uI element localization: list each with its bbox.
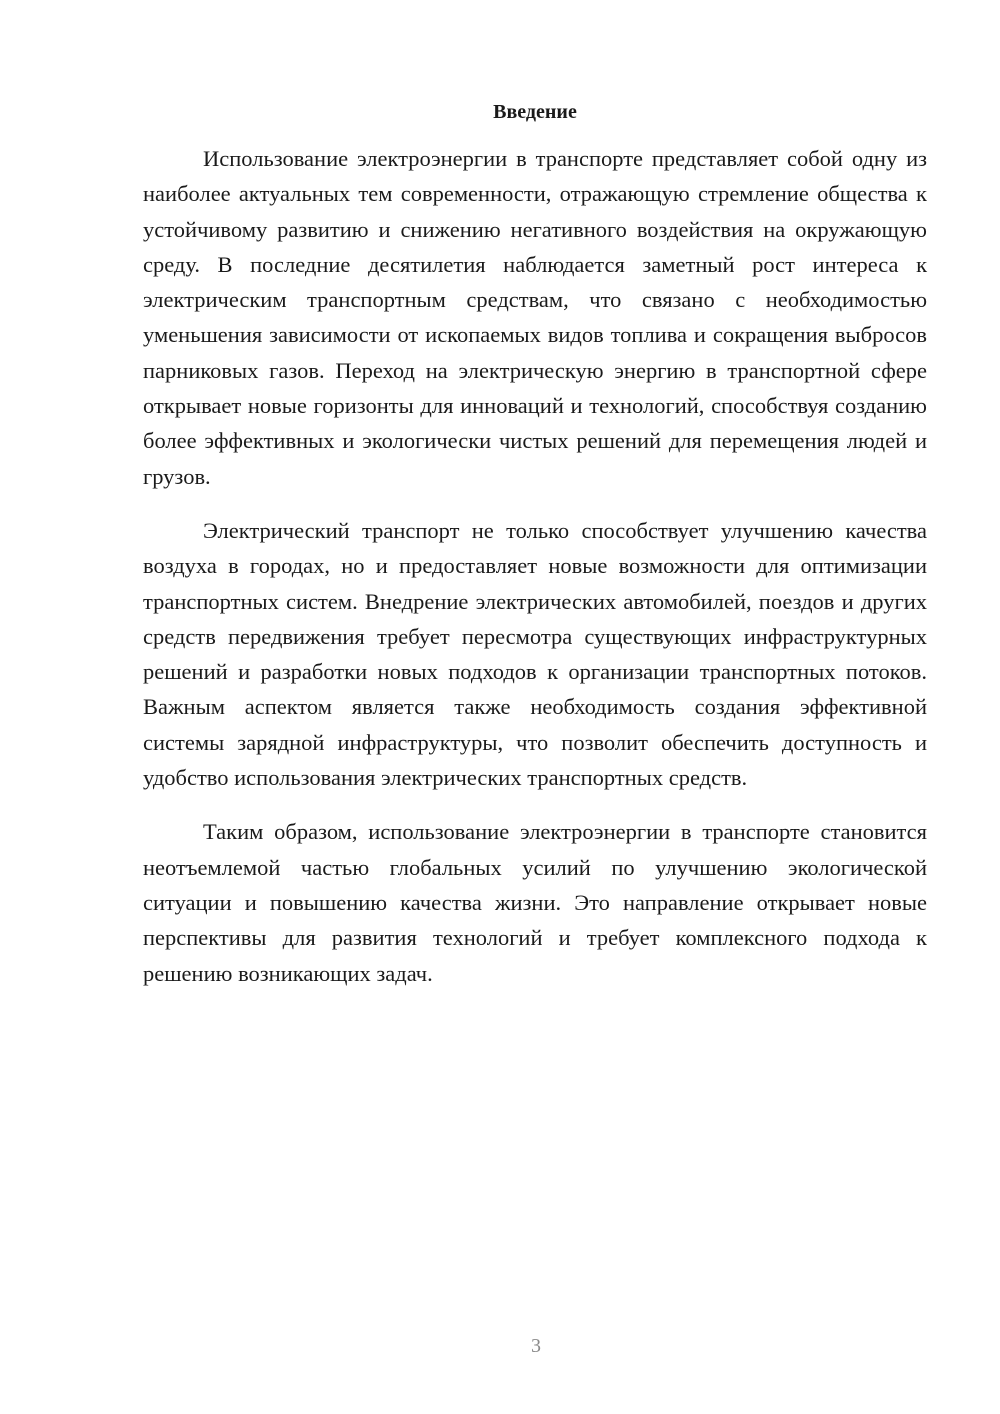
body-text <box>143 141 927 991</box>
paragraph-3: Таким образом, использование электроэнергии в транспорте становится неотъемлемой частью глобальных усилий по улучшению экологической ситуации и повышению качества жизни. Это направление открывает новые перспективы для развития технологий и требует комплексного подхода к решению возникающих задач. <box>143 819 927 986</box>
paragraph-2: Электрический транспорт не только способствует улучшению качества воздуха в городах, но и предоставляет новые возможности для оптимизации транспортных систем. Внедрение электрических автомобилей, поездов и других средств передвижения требует пересмотра существующих инфраструктурных решений и разработки новых подходов к организации транспортных потоков. Важным аспектом является также необходимость создания эффективной системы зарядной инфраструктуры, что позволит обеспечить доступность и удобство использования электрических транспортных средств. <box>143 517 927 791</box>
section-title: Введение <box>493 101 577 123</box>
page-number: 3 <box>531 1335 541 1357</box>
paragraph-1: Использование электроэнергии в транспорте представляет собой одну из наиболее актуальных тем современности, отражающую стремление общества к устойчивому развитию и снижению негативного воздействия на окружающую среду. В последние десятилетия наблюдается заметный рост интереса к электрическим транспортным средствам, что связано с необходимостью уменьшения зависимости от ископаемых видов топлива и сокращения выбросов парниковых газов. Переход на электрическую энергию в транспортной сфере открывает новые горизонты для инноваций и технологий, способствуя созданию более эффективных и экологически чистых решений для перемещения людей и грузов. <box>143 146 927 489</box>
